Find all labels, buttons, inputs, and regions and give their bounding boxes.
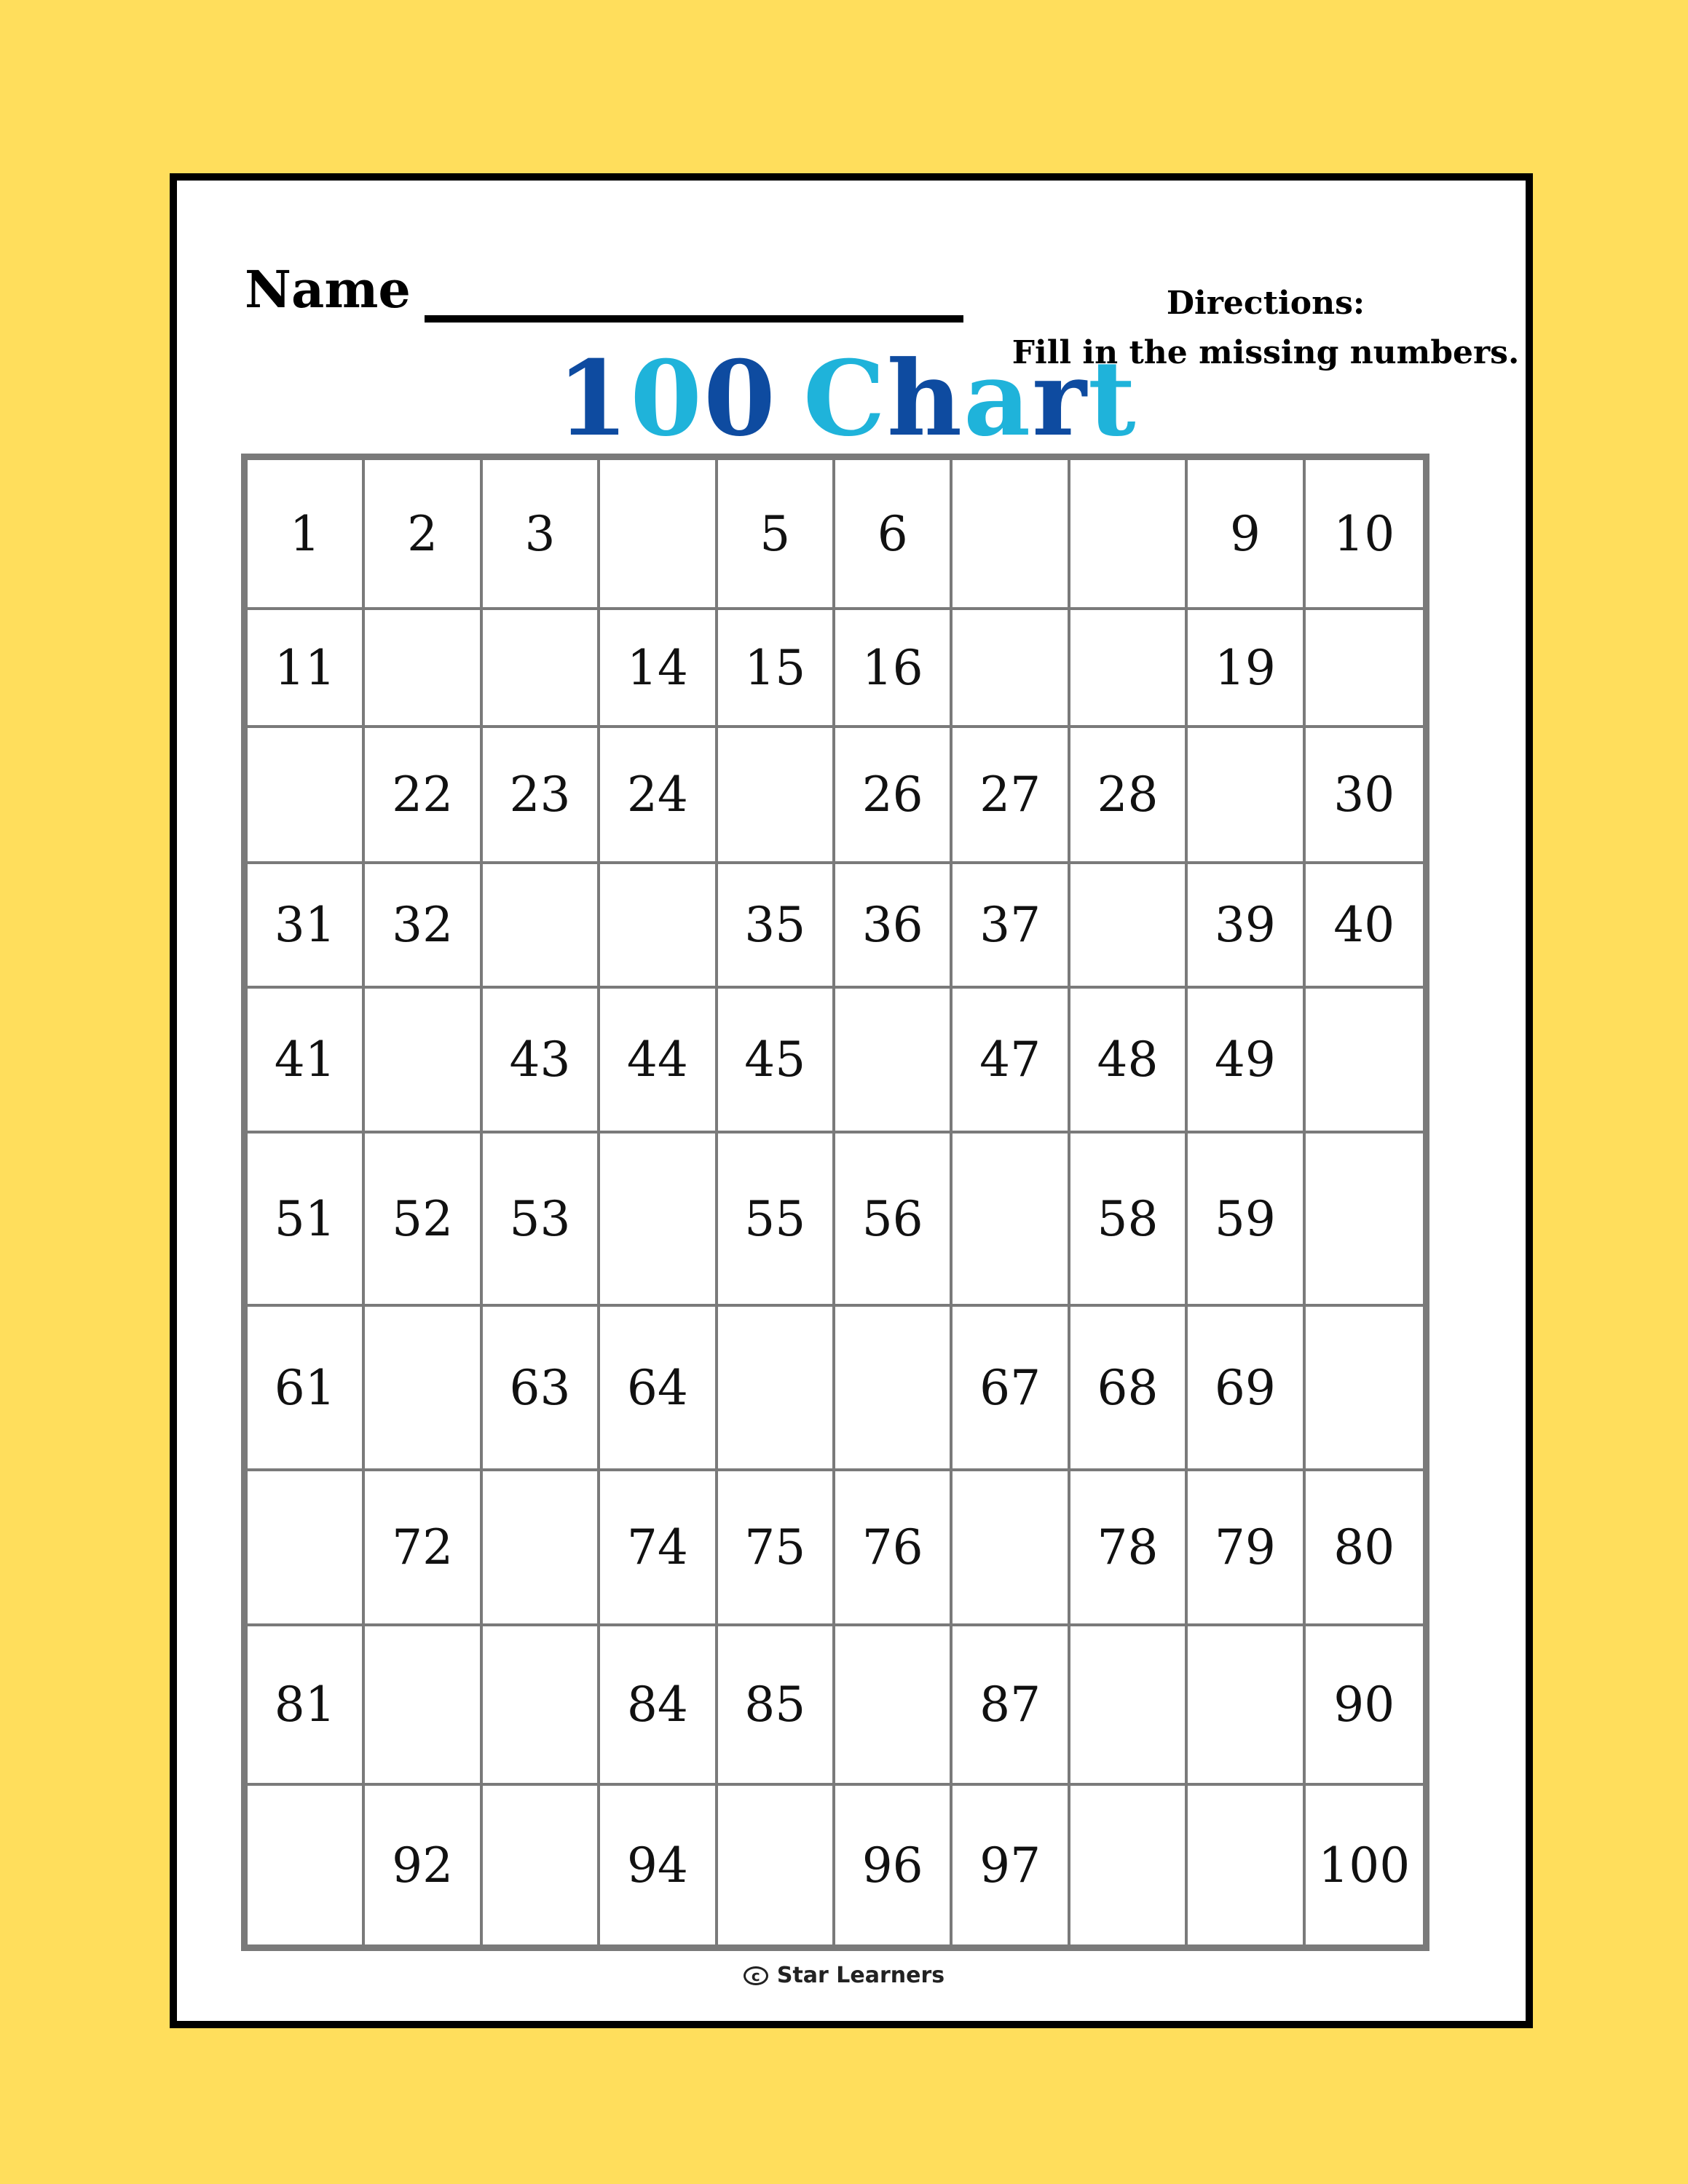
chart-cell-blank[interactable] bbox=[248, 1471, 365, 1626]
worksheet-page bbox=[170, 173, 1533, 2028]
chart-cell-blank[interactable] bbox=[365, 1626, 482, 1786]
chart-cell-14: 14 bbox=[600, 610, 717, 728]
chart-cell-44: 44 bbox=[600, 989, 717, 1133]
brand-name: Star Learners bbox=[776, 1963, 945, 1988]
chart-cell-5: 5 bbox=[718, 460, 835, 610]
chart-cell-blank[interactable] bbox=[483, 1471, 600, 1626]
name-writing-line[interactable] bbox=[425, 315, 963, 323]
directions-title: Directions: bbox=[1166, 285, 1365, 322]
chart-cell-30: 30 bbox=[1306, 728, 1423, 864]
chart-cell-blank[interactable] bbox=[248, 728, 365, 864]
chart-cell-blank[interactable] bbox=[1070, 610, 1188, 728]
chart-cell-blank[interactable] bbox=[483, 1786, 600, 1944]
hundred-chart-grid bbox=[241, 454, 1429, 1951]
chart-cell-16: 16 bbox=[835, 610, 953, 728]
chart-cell-blank[interactable] bbox=[1306, 1307, 1423, 1471]
chart-cell-blank[interactable] bbox=[483, 864, 600, 989]
chart-cell-49: 49 bbox=[1188, 989, 1305, 1133]
chart-cell-blank[interactable] bbox=[600, 864, 717, 989]
chart-cell-59: 59 bbox=[1188, 1133, 1305, 1307]
chart-cell-67: 67 bbox=[953, 1307, 1070, 1471]
chart-cell-64: 64 bbox=[600, 1307, 717, 1471]
chart-cell-56: 56 bbox=[835, 1133, 953, 1307]
chart-cell-1: 1 bbox=[248, 460, 365, 610]
chart-cell-blank[interactable] bbox=[1188, 1786, 1305, 1944]
chart-cell-35: 35 bbox=[718, 864, 835, 989]
chart-cell-94: 94 bbox=[600, 1786, 717, 1944]
chart-cell-36: 36 bbox=[835, 864, 953, 989]
chart-cell-53: 53 bbox=[483, 1133, 600, 1307]
chart-cell-blank[interactable] bbox=[835, 1626, 953, 1786]
chart-cell-28: 28 bbox=[1070, 728, 1188, 864]
chart-cell-blank[interactable] bbox=[835, 1307, 953, 1471]
chart-cell-blank[interactable] bbox=[1188, 728, 1305, 864]
chart-cell-23: 23 bbox=[483, 728, 600, 864]
chart-cell-78: 78 bbox=[1070, 1471, 1188, 1626]
name-label: Name bbox=[245, 259, 411, 320]
chart-cell-blank[interactable] bbox=[1070, 460, 1188, 610]
chart-cell-55: 55 bbox=[718, 1133, 835, 1307]
chart-cell-blank[interactable] bbox=[483, 1626, 600, 1786]
chart-cell-11: 11 bbox=[248, 610, 365, 728]
chart-cell-2: 2 bbox=[365, 460, 482, 610]
chart-cell-19: 19 bbox=[1188, 610, 1305, 728]
chart-cell-85: 85 bbox=[718, 1626, 835, 1786]
chart-cell-blank[interactable] bbox=[600, 460, 717, 610]
chart-cell-47: 47 bbox=[953, 989, 1070, 1133]
page-title bbox=[177, 333, 1517, 464]
chart-cell-69: 69 bbox=[1188, 1307, 1305, 1471]
chart-cell-blank[interactable] bbox=[1306, 610, 1423, 728]
copyright-footer bbox=[177, 1963, 1511, 1988]
chart-cell-blank[interactable] bbox=[835, 989, 953, 1133]
chart-cell-6: 6 bbox=[835, 460, 953, 610]
chart-cell-81: 81 bbox=[248, 1626, 365, 1786]
chart-cell-58: 58 bbox=[1070, 1133, 1188, 1307]
chart-cell-blank[interactable] bbox=[953, 1133, 1070, 1307]
copyright-icon: c bbox=[744, 1966, 768, 1985]
chart-cell-79: 79 bbox=[1188, 1471, 1305, 1626]
chart-cell-45: 45 bbox=[718, 989, 835, 1133]
directions-text: Fill in the missing numbers. bbox=[1011, 334, 1520, 371]
chart-cell-22: 22 bbox=[365, 728, 482, 864]
chart-cell-52: 52 bbox=[365, 1133, 482, 1307]
chart-cell-68: 68 bbox=[1070, 1307, 1188, 1471]
chart-cell-blank[interactable] bbox=[718, 1307, 835, 1471]
chart-cell-74: 74 bbox=[600, 1471, 717, 1626]
chart-cell-blank[interactable] bbox=[483, 610, 600, 728]
chart-cell-3: 3 bbox=[483, 460, 600, 610]
chart-cell-blank[interactable] bbox=[600, 1133, 717, 1307]
chart-cell-blank[interactable] bbox=[953, 460, 1070, 610]
chart-cell-26: 26 bbox=[835, 728, 953, 864]
chart-cell-61: 61 bbox=[248, 1307, 365, 1471]
chart-cell-blank[interactable] bbox=[1070, 1626, 1188, 1786]
chart-cell-10: 10 bbox=[1306, 460, 1423, 610]
title-number: 100 bbox=[556, 339, 777, 459]
chart-cell-80: 80 bbox=[1306, 1471, 1423, 1626]
chart-cell-blank[interactable] bbox=[1306, 1133, 1423, 1307]
chart-cell-blank[interactable] bbox=[953, 610, 1070, 728]
chart-cell-blank[interactable] bbox=[718, 1786, 835, 1944]
chart-cell-48: 48 bbox=[1070, 989, 1188, 1133]
chart-cell-15: 15 bbox=[718, 610, 835, 728]
chart-cell-blank[interactable] bbox=[365, 1307, 482, 1471]
chart-cell-100: 100 bbox=[1318, 1837, 1411, 1894]
chart-cell-31: 31 bbox=[248, 864, 365, 989]
chart-cell-blank[interactable] bbox=[248, 1786, 365, 1944]
chart-cell-72: 72 bbox=[365, 1471, 482, 1626]
chart-cell-blank[interactable] bbox=[953, 1471, 1070, 1626]
chart-cell-9: 9 bbox=[1188, 460, 1305, 610]
chart-cell-blank[interactable] bbox=[718, 728, 835, 864]
chart-cell-51: 51 bbox=[248, 1133, 365, 1307]
chart-cell-blank[interactable] bbox=[365, 989, 482, 1133]
chart-cell-92: 92 bbox=[365, 1786, 482, 1944]
chart-cell-blank[interactable] bbox=[1070, 1786, 1188, 1944]
chart-cell-90: 90 bbox=[1306, 1626, 1423, 1786]
chart-cell-63: 63 bbox=[483, 1307, 600, 1471]
chart-cell-96: 96 bbox=[835, 1786, 953, 1944]
chart-cell-blank[interactable] bbox=[365, 610, 482, 728]
chart-cell-blank[interactable] bbox=[1070, 864, 1188, 989]
chart-cell-39: 39 bbox=[1188, 864, 1305, 989]
chart-cell-32: 32 bbox=[365, 864, 482, 989]
chart-cell-43: 43 bbox=[483, 989, 600, 1133]
chart-cell-76: 76 bbox=[835, 1471, 953, 1626]
chart-cell-37: 37 bbox=[953, 864, 1070, 989]
chart-cell-84: 84 bbox=[600, 1626, 717, 1786]
chart-cell-24: 24 bbox=[600, 728, 717, 864]
chart-cell-75: 75 bbox=[718, 1471, 835, 1626]
chart-cell-41: 41 bbox=[248, 989, 365, 1133]
chart-cell-blank[interactable] bbox=[1306, 989, 1423, 1133]
chart-cell-27: 27 bbox=[953, 728, 1070, 864]
chart-cell-87: 87 bbox=[953, 1626, 1070, 1786]
title-word: Chart bbox=[802, 339, 1137, 459]
chart-cell-blank[interactable] bbox=[1188, 1626, 1305, 1786]
chart-cell-97: 97 bbox=[953, 1786, 1070, 1944]
chart-cell-40: 40 bbox=[1306, 864, 1423, 989]
